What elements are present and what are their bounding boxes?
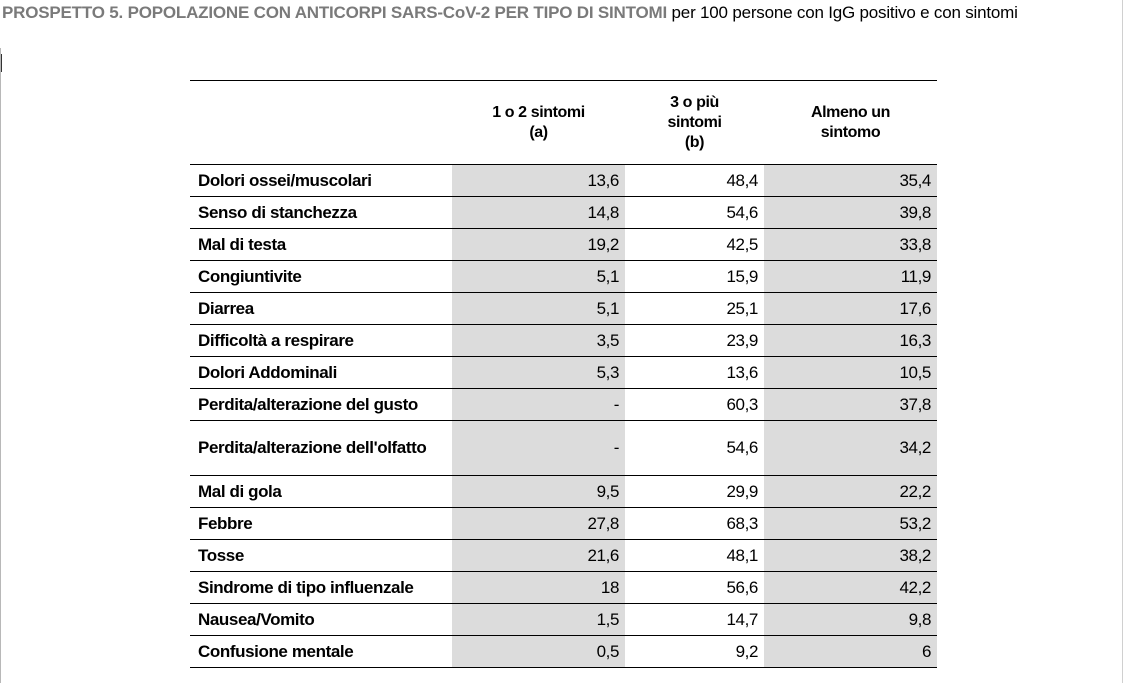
row-label: Congiuntivite [190,261,452,293]
text-cursor [1,54,2,72]
table-row [190,604,937,636]
row-label: Diarrea [190,293,452,325]
cell-almeno-un-sintomo: 37,8 [764,389,937,421]
header-corner [190,81,452,165]
row-label: Perdita/alterazione del gusto [190,389,452,421]
table-row [190,261,937,293]
row-label: Tosse [190,540,452,572]
row-label: Sindrome di tipo influenzale [190,572,452,604]
table-caption [2,2,1122,24]
cell-1-2-sintomi: 18 [452,572,625,604]
cell-1-2-sintomi: 27,8 [452,508,625,540]
cell-1-2-sintomi: - [452,421,625,476]
cell-1-2-sintomi: 5,1 [452,293,625,325]
table-row [190,476,937,508]
cell-almeno-un-sintomo: 17,6 [764,293,937,325]
table-row [190,325,937,357]
table-row [190,357,937,389]
cell-3-o-piu-sintomi: 68,3 [625,508,764,540]
header-col-c [764,81,937,165]
cell-1-2-sintomi: 0,5 [452,636,625,668]
cell-3-o-piu-sintomi: 48,1 [625,540,764,572]
cell-3-o-piu-sintomi: 60,3 [625,389,764,421]
cell-1-2-sintomi: 14,8 [452,197,625,229]
row-label: Perdita/alterazione dell'olfatto [190,421,452,476]
cell-3-o-piu-sintomi: 25,1 [625,293,764,325]
cell-1-2-sintomi: 1,5 [452,604,625,636]
table-row [190,421,937,476]
cell-almeno-un-sintomo: 39,8 [764,197,937,229]
row-label: Nausea/Vomito [190,604,452,636]
row-label: Mal di testa [190,229,452,261]
cell-1-2-sintomi: 13,6 [452,165,625,197]
table-row [190,572,937,604]
table-row [190,165,937,197]
header-row [190,81,937,165]
header-col-a [452,81,625,165]
row-label: Dolori Addominali [190,357,452,389]
cell-1-2-sintomi: 5,1 [452,261,625,293]
header-col-b-line2: sintomi [667,113,722,131]
table-row [190,293,937,325]
header-col-c-line1: Almeno un [810,103,891,121]
cell-almeno-un-sintomo: 16,3 [764,325,937,357]
row-label: Senso di stanchezza [190,197,452,229]
table-row [190,389,937,421]
cell-3-o-piu-sintomi: 54,6 [625,421,764,476]
cell-almeno-un-sintomo: 34,2 [764,421,937,476]
page-left-edge [0,48,1,683]
caption-title: PROSPETTO 5. POPOLAZIONE CON ANTICORPI SARS-CoV-2 PER TIPO DI SINTOMI [2,3,668,22]
header-col-b-line3: (b) [684,133,705,151]
table-row [190,636,937,668]
cell-1-2-sintomi: 19,2 [452,229,625,261]
cell-almeno-un-sintomo: 9,8 [764,604,937,636]
cell-3-o-piu-sintomi: 54,6 [625,197,764,229]
cell-3-o-piu-sintomi: 48,4 [625,165,764,197]
row-label: Confusione mentale [190,636,452,668]
cell-almeno-un-sintomo: 33,8 [764,229,937,261]
table-row [190,229,937,261]
cell-almeno-un-sintomo: 42,2 [764,572,937,604]
cell-1-2-sintomi: 9,5 [452,476,625,508]
header-col-b-line1: 3 o più [670,93,719,111]
row-label: Difficoltà a respirare [190,325,452,357]
table-body [190,165,937,668]
cell-almeno-un-sintomo: 38,2 [764,540,937,572]
row-label: Mal di gola [190,476,452,508]
table-row [190,197,937,229]
cell-almeno-un-sintomo: 6 [764,636,937,668]
cell-3-o-piu-sintomi: 42,5 [625,229,764,261]
symptoms-table [190,80,937,668]
table-row [190,508,937,540]
row-label: Febbre [190,508,452,540]
row-label: Dolori ossei/muscolari [190,165,452,197]
cell-3-o-piu-sintomi: 15,9 [625,261,764,293]
table-row [190,540,937,572]
cell-1-2-sintomi: - [452,389,625,421]
header-col-a-line1: 1 o 2 sintomi [492,103,585,121]
cell-3-o-piu-sintomi: 9,2 [625,636,764,668]
cell-3-o-piu-sintomi: 29,9 [625,476,764,508]
header-col-a-line2: (a) [529,123,548,141]
cell-almeno-un-sintomo: 11,9 [764,261,937,293]
header-col-c-line2: sintomo [820,123,881,141]
page-right-edge [1122,0,1123,683]
cell-1-2-sintomi: 3,5 [452,325,625,357]
cell-3-o-piu-sintomi: 14,7 [625,604,764,636]
cell-3-o-piu-sintomi: 13,6 [625,357,764,389]
caption-subtitle: per 100 persone con IgG positivo e con sintomi [667,3,1018,22]
cell-almeno-un-sintomo: 22,2 [764,476,937,508]
cell-almeno-un-sintomo: 10,5 [764,357,937,389]
cell-almeno-un-sintomo: 53,2 [764,508,937,540]
cell-3-o-piu-sintomi: 23,9 [625,325,764,357]
cell-3-o-piu-sintomi: 56,6 [625,572,764,604]
cell-1-2-sintomi: 5,3 [452,357,625,389]
cell-1-2-sintomi: 21,6 [452,540,625,572]
header-col-b [625,81,764,165]
cell-almeno-un-sintomo: 35,4 [764,165,937,197]
